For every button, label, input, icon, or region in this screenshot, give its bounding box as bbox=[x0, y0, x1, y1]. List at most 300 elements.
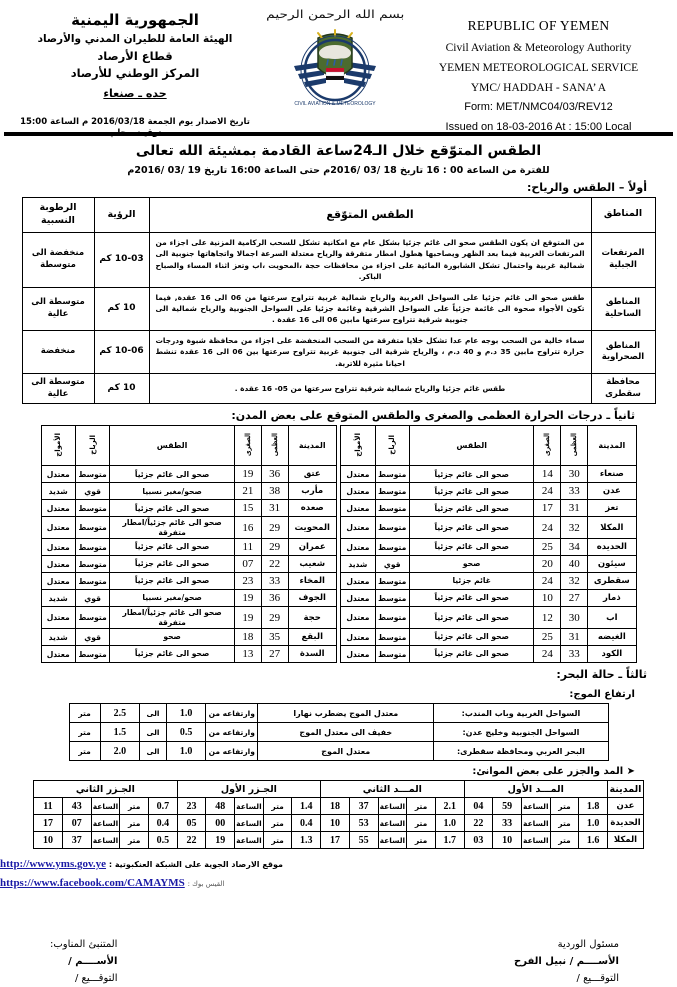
city-waves: معتدل bbox=[341, 539, 375, 556]
table-gap bbox=[336, 590, 340, 607]
shift-role: مسئول الوردية bbox=[557, 938, 619, 950]
ebb1-meter: 0.4 bbox=[292, 815, 321, 832]
region-humidity: متوسطة الى عالية bbox=[22, 374, 94, 404]
city-weather: صحو الى غائم جزئياً bbox=[409, 646, 534, 663]
city-weather: صحو الى غائم جزئياً bbox=[409, 590, 534, 607]
city-weather: صحو الى غائم جزئياً/امطار متفرقة bbox=[110, 607, 235, 629]
city-min-temp: 23 bbox=[234, 573, 261, 590]
tide2-hh: 37 bbox=[349, 798, 378, 815]
col-city-right: المدينة bbox=[588, 426, 636, 466]
port-city: عدن bbox=[608, 798, 644, 815]
col-city-left: المدينة bbox=[288, 426, 336, 466]
shift-name-label: الأســــم / نبيل الفرح bbox=[514, 955, 619, 967]
header-english-block bbox=[410, 6, 667, 138]
table-row bbox=[34, 798, 644, 815]
city-wind: قوي bbox=[75, 483, 109, 500]
city-name: الحديده bbox=[588, 539, 636, 556]
table-gap bbox=[336, 483, 340, 500]
city-wind: متوسط bbox=[75, 517, 109, 539]
height-value: 1.5 bbox=[100, 723, 139, 742]
ebb1-mm: 05 bbox=[177, 815, 206, 832]
forecaster-role: المتنبئ المناوب: bbox=[50, 938, 118, 950]
meter-label: متر bbox=[407, 798, 436, 815]
city-max-temp: 36 bbox=[261, 590, 288, 607]
city-name: الكود bbox=[588, 646, 636, 663]
height-unit: متر bbox=[69, 742, 100, 761]
table-row bbox=[41, 500, 636, 517]
city-weather: صحو/مغبر نسبيا bbox=[110, 483, 235, 500]
col-waves-left: الأمواج bbox=[41, 426, 75, 466]
city-min-temp: 24 bbox=[534, 517, 561, 539]
city-weather: صحو الى غائم جزئياً bbox=[409, 466, 534, 483]
city-weather: صحو الى غائم جزئياً bbox=[110, 646, 235, 663]
issue-datetime-ar: تاريخ الاصدار يوم الجمعة 2016/03/18 م الساعة 15:00 توقيت محلي bbox=[20, 116, 250, 139]
city-wind: متوسط bbox=[75, 607, 109, 629]
city-name: عمران bbox=[288, 539, 336, 556]
tides-table bbox=[33, 780, 644, 849]
city-max-temp: 40 bbox=[561, 556, 588, 573]
ebb1-meter: 1.4 bbox=[292, 798, 321, 815]
table-row bbox=[69, 723, 608, 742]
city-max-temp: 30 bbox=[561, 607, 588, 629]
ebb2-hh: 43 bbox=[62, 798, 91, 815]
section3-heading: ثالثاً ـ حالة البحر: bbox=[556, 668, 647, 682]
facebook-row bbox=[0, 874, 649, 893]
table-gap bbox=[336, 539, 340, 556]
city-waves: شديد bbox=[41, 590, 75, 607]
city-weather: صحو الى غائم جزئياً bbox=[110, 573, 235, 590]
coast-name: السواحل الجنوبية وخليج عدن: bbox=[434, 723, 608, 742]
city-name: الغيضه bbox=[588, 629, 636, 646]
ebb2-meter: 0.7 bbox=[149, 798, 178, 815]
city-name: عتق bbox=[288, 466, 336, 483]
col-waves-right: الأمواج bbox=[341, 426, 375, 466]
region-name: المناطق الساحلية bbox=[591, 287, 655, 330]
meter-label: متر bbox=[263, 832, 292, 849]
meter-label: متر bbox=[120, 832, 149, 849]
city-max-temp: 32 bbox=[561, 573, 588, 590]
tide1-hh: 33 bbox=[493, 815, 522, 832]
city-temperatures-table bbox=[41, 425, 637, 663]
tide1-hh: 10 bbox=[493, 832, 522, 849]
sector-name-ar: قطاع الأرصاد bbox=[97, 48, 173, 63]
city-weather: غائم جزئيا bbox=[409, 573, 534, 590]
sea-state: معتدل الموج bbox=[258, 742, 434, 761]
port-city: الحديدة bbox=[608, 815, 644, 832]
city-max-temp: 33 bbox=[261, 573, 288, 590]
table-row bbox=[22, 330, 655, 373]
height-label: وارتفاعه من bbox=[206, 742, 258, 761]
tide2-hh: 55 bbox=[349, 832, 378, 849]
city-weather: صحو bbox=[110, 629, 235, 646]
city-wind: متوسط bbox=[75, 539, 109, 556]
region-humidity: متوسطة الى عالية bbox=[22, 287, 94, 330]
meter-label: متر bbox=[263, 815, 292, 832]
table-row bbox=[69, 704, 608, 723]
city-name: المخاء bbox=[288, 573, 336, 590]
city-weather: صحو الى غائم جزئياً bbox=[409, 629, 534, 646]
website-link[interactable]: http://www.yms.gov.ye bbox=[0, 858, 107, 871]
meter-label: متر bbox=[550, 798, 579, 815]
city-min-temp: 14 bbox=[534, 466, 561, 483]
city-wind: قوي bbox=[75, 590, 109, 607]
table-gap bbox=[336, 517, 340, 539]
forecast-period: للفترة من الساعة 00 : 16 تاريخ 18 /03 /2016م حتى الساعة 16:00 تاريخ 19 /03 /2016م bbox=[127, 165, 550, 176]
ebb1-hh: 48 bbox=[206, 798, 235, 815]
tide2-meter: 2.1 bbox=[435, 798, 464, 815]
city-weather: صحو bbox=[409, 556, 534, 573]
tide1-mm: 04 bbox=[464, 798, 493, 815]
table-gap bbox=[336, 556, 340, 573]
wave-heights-table bbox=[69, 703, 609, 761]
region-forecast: من المتوقع ان يكون الطقس صحو الى غائم جزئيا بشكل عام مع امكانية تشكل للسحب الركامية المزنية على اجزاء من المرتفعات الغربية فيما بعد الظهر ويصاحبها هطول امطار متفرقة والرياح معتدلة السرعة اجمالا واتجاهاتها جنوبية الى شمالية غربية واحتمال تشكل الشابورة المائية على اجزاء من محافظات حجة ،المحويت ،اب وتعز اثناء المساء والصباح الباكر. bbox=[149, 232, 591, 287]
region-name: المرتفعات الجبلية bbox=[591, 232, 655, 287]
city-min-temp: 24 bbox=[534, 483, 561, 500]
header-arabic-block bbox=[10, 6, 260, 140]
table-row bbox=[22, 374, 655, 404]
hour-label: الساعة bbox=[521, 798, 550, 815]
table-header-row bbox=[34, 781, 644, 798]
website-row bbox=[0, 855, 649, 874]
city-max-temp: 22 bbox=[261, 556, 288, 573]
hour-label: الساعة bbox=[378, 815, 407, 832]
city-waves: شديد bbox=[341, 556, 375, 573]
meter-label: متر bbox=[407, 815, 436, 832]
city-max-temp: 27 bbox=[561, 590, 588, 607]
col-forecast: الطقس المتوّقع bbox=[149, 198, 591, 233]
section2-heading: ثانياً ـ درجات الحرارة العظمى والصغرى والطقس المتوقع على بعض المدن: bbox=[231, 409, 635, 423]
location-ar: حده ـ صنعاء bbox=[103, 87, 167, 100]
tide1-meter: 1.0 bbox=[579, 815, 608, 832]
city-name: شعيب bbox=[288, 556, 336, 573]
col-regions: المناطق bbox=[591, 198, 655, 233]
footer-links bbox=[0, 849, 677, 894]
city-waves: معتدل bbox=[41, 607, 75, 629]
ebb1-hh: 00 bbox=[206, 815, 235, 832]
city-name: عدن bbox=[588, 483, 636, 500]
region-visibility: 10-06 كم bbox=[94, 330, 149, 373]
city-max-temp: 31 bbox=[561, 629, 588, 646]
city-wind: متوسط bbox=[375, 573, 409, 590]
height-from: 1.0 bbox=[166, 742, 205, 761]
city-waves: معتدل bbox=[341, 483, 375, 500]
hour-label: الساعة bbox=[521, 815, 550, 832]
city-name: صعده bbox=[288, 500, 336, 517]
tide1-mm: 03 bbox=[464, 832, 493, 849]
col-wind-right: الرياح bbox=[375, 426, 409, 466]
city-wind: متوسط bbox=[375, 466, 409, 483]
city-max-temp: 29 bbox=[261, 607, 288, 629]
ebb2-hh: 07 bbox=[62, 815, 91, 832]
signature-block bbox=[0, 894, 677, 987]
hour-label: الساعة bbox=[91, 832, 120, 849]
city-min-temp: 19 bbox=[234, 590, 261, 607]
city-wind: متوسط bbox=[375, 646, 409, 663]
height-value: 2.5 bbox=[100, 704, 139, 723]
forecast-title: الطقس المتوّقع خلال الـ24ساعة القادمة بمشيئة الله تعالى bbox=[135, 143, 542, 159]
form-number: Form: MET/NMC04/03/REV12 bbox=[464, 101, 613, 113]
table-row bbox=[69, 742, 608, 761]
section4-heading-text: المد والجزر على بعض الموانئ: bbox=[472, 766, 624, 778]
table-row bbox=[41, 590, 636, 607]
meter-label: متر bbox=[263, 798, 292, 815]
col-weather-right: الطقس bbox=[409, 426, 534, 466]
city-waves: معتدل bbox=[341, 629, 375, 646]
table-row bbox=[22, 287, 655, 330]
city-name: حجة bbox=[288, 607, 336, 629]
height-unit: متر bbox=[69, 723, 100, 742]
tide1-mm: 22 bbox=[464, 815, 493, 832]
city-wind: متوسط bbox=[75, 573, 109, 590]
ebb1-mm: 23 bbox=[177, 798, 206, 815]
city-waves: معتدل bbox=[341, 590, 375, 607]
city-wind: متوسط bbox=[375, 500, 409, 517]
facebook-label: القيس بوك : bbox=[187, 880, 225, 889]
forecast-title-block bbox=[0, 136, 677, 176]
issued-datetime-en: Issued on 18-03-2016 At : 15:00 Local bbox=[445, 120, 632, 133]
city-min-temp: 16 bbox=[234, 517, 261, 539]
region-name: محافظة سقطرى bbox=[591, 374, 655, 404]
city-min-temp: 12 bbox=[534, 607, 561, 629]
city-max-temp: 32 bbox=[561, 517, 588, 539]
city-name: سقطرى bbox=[588, 573, 636, 590]
city-waves: معتدل bbox=[341, 573, 375, 590]
city-max-temp: 29 bbox=[261, 539, 288, 556]
col-ebb1: الجـزر الأول bbox=[177, 781, 320, 798]
shift-supervisor-signature bbox=[514, 936, 619, 987]
city-max-temp: 30 bbox=[561, 466, 588, 483]
region-visibility: 10 كم bbox=[94, 287, 149, 330]
ebb2-meter: 0.5 bbox=[149, 832, 178, 849]
city-max-temp: 27 bbox=[261, 646, 288, 663]
hour-label: الساعة bbox=[235, 798, 264, 815]
city-weather: صحو الى غائم جزئياً bbox=[409, 539, 534, 556]
city-wind: متوسط bbox=[75, 646, 109, 663]
height-value: 2.0 bbox=[100, 742, 139, 761]
city-min-temp: 24 bbox=[534, 646, 561, 663]
city-min-temp: 19 bbox=[234, 607, 261, 629]
region-humidity: منخفضة bbox=[22, 330, 94, 373]
hour-label: الساعة bbox=[378, 832, 407, 849]
city-weather: صحو الى غائم جزئياً bbox=[409, 483, 534, 500]
city-min-temp: 17 bbox=[534, 500, 561, 517]
region-humidity: منخفضة الى متوسطة bbox=[22, 232, 94, 287]
tide2-mm: 18 bbox=[321, 798, 350, 815]
tide1-hh: 59 bbox=[493, 798, 522, 815]
sea-state: معتدل الموج يضطرب نهارا bbox=[258, 704, 434, 723]
height-label: وارتفاعه من bbox=[206, 723, 258, 742]
tide2-mm: 10 bbox=[321, 815, 350, 832]
region-forecast: طقس غائم جزئيا والرياح شمالية شرقية تتراوح سرعتها من 05- 16 عقدة . bbox=[149, 374, 591, 404]
height-to-label: الى bbox=[140, 704, 167, 723]
col-visibility: الرؤية bbox=[94, 198, 149, 233]
tide2-meter: 1.7 bbox=[435, 832, 464, 849]
city-waves: شديد bbox=[41, 483, 75, 500]
table-row bbox=[41, 556, 636, 573]
tide2-hh: 53 bbox=[349, 815, 378, 832]
table-header-row bbox=[41, 426, 636, 466]
city-max-temp: 31 bbox=[561, 500, 588, 517]
coast-name: السواحل الغربية وباب المندب: bbox=[434, 704, 608, 723]
ebb2-mm: 17 bbox=[34, 815, 63, 832]
city-waves: معتدل bbox=[341, 500, 375, 517]
city-max-temp: 29 bbox=[261, 517, 288, 539]
city-name: ذمار bbox=[588, 590, 636, 607]
city-waves: معتدل bbox=[341, 607, 375, 629]
col-min-left: الصغرى bbox=[234, 426, 261, 466]
col-min-right: الصغرى bbox=[534, 426, 561, 466]
city-wind: متوسط bbox=[75, 466, 109, 483]
col-max-left: العظمى bbox=[261, 426, 288, 466]
meter-label: متر bbox=[120, 798, 149, 815]
col-city: المدينة bbox=[608, 781, 644, 798]
coast-name: البحر العربي ومحافظة سقطرى: bbox=[434, 742, 608, 761]
city-wind: متوسط bbox=[375, 590, 409, 607]
tide2-meter: 1.0 bbox=[435, 815, 464, 832]
ebb2-hh: 37 bbox=[62, 832, 91, 849]
ebb2-mm: 11 bbox=[34, 798, 63, 815]
city-wind: متوسط bbox=[75, 500, 109, 517]
table-row bbox=[41, 466, 636, 483]
ebb2-meter: 0.4 bbox=[149, 815, 178, 832]
hour-label: الساعة bbox=[91, 798, 120, 815]
table-row bbox=[34, 832, 644, 849]
height-label: وارتفاعه من bbox=[206, 704, 258, 723]
city-wind: متوسط bbox=[375, 629, 409, 646]
city-wind: متوسط bbox=[375, 483, 409, 500]
table-row bbox=[41, 483, 636, 500]
city-min-temp: 25 bbox=[534, 629, 561, 646]
city-wind: قوي bbox=[375, 556, 409, 573]
city-waves: معتدل bbox=[41, 539, 75, 556]
section1-heading: أولاً – الطقس والرياح: bbox=[526, 181, 647, 194]
city-waves: شديد bbox=[41, 629, 75, 646]
city-name: صنعاء bbox=[588, 466, 636, 483]
region-forecast: طقس صحو الى غائم جزئيا على السواحل الغربية والرياح شمالية غربية تتراوح سرعتها من 06 الى 16 عقدة, فيما تكون الأجواء صحوة الى غائمة جزئياً على السواحل الشرقية وغائمة جزئيا على السواحل الجنوبية والرياح شمالية الى جنوبية شرقية تتراوح سرعتها مابين 06 الى 16 عقدة . bbox=[149, 287, 591, 330]
forecaster-sign-label: التوقـــيع / bbox=[75, 972, 118, 984]
forecaster-signature bbox=[50, 936, 117, 987]
city-min-temp: 15 bbox=[234, 500, 261, 517]
table-header-row bbox=[22, 198, 655, 233]
city-weather: صحو الى غائم جزئياً bbox=[110, 556, 235, 573]
meter-label: متر bbox=[550, 815, 579, 832]
city-wind: متوسط bbox=[375, 539, 409, 556]
height-to-label: الى bbox=[140, 742, 167, 761]
region-name: المناطق الصحراوية bbox=[591, 330, 655, 373]
city-waves: معتدل bbox=[41, 556, 75, 573]
city-max-temp: 34 bbox=[561, 539, 588, 556]
section4-heading bbox=[0, 761, 677, 780]
city-wind: متوسط bbox=[375, 517, 409, 539]
city-max-temp: 33 bbox=[561, 646, 588, 663]
tide2-mm: 17 bbox=[321, 832, 350, 849]
city-weather: صحو الى غائم جزئياً bbox=[110, 539, 235, 556]
city-min-temp: 11 bbox=[234, 539, 261, 556]
website-label: موقع الارصاد الجوية على الشبكة العنكبوتية : bbox=[108, 860, 283, 870]
hour-label: الساعة bbox=[91, 815, 120, 832]
country-name-en: REPUBLIC OF YEMEN bbox=[467, 18, 610, 33]
table-row bbox=[41, 517, 636, 539]
city-weather: صحو الى غائم جزئياً/امطار متفرقة bbox=[110, 517, 235, 539]
city-waves: معتدل bbox=[341, 466, 375, 483]
city-max-temp: 36 bbox=[261, 466, 288, 483]
header-logo-block bbox=[260, 6, 410, 110]
city-min-temp: 13 bbox=[234, 646, 261, 663]
ebb1-meter: 1.3 bbox=[292, 832, 321, 849]
city-min-temp: 25 bbox=[534, 539, 561, 556]
col-humidity: الرطوبة النسبية bbox=[22, 198, 94, 233]
authority-name-ar: الهيئة العامة للطيران المدني والأرصاد bbox=[37, 32, 233, 45]
ebb2-mm: 10 bbox=[34, 832, 63, 849]
table-row bbox=[41, 629, 636, 646]
city-weather: صحو الى غائم جزئياً bbox=[110, 466, 235, 483]
hour-label: الساعة bbox=[235, 815, 264, 832]
city-name: المكلا bbox=[588, 517, 636, 539]
sea-state: خفيف الى معتدل الموج bbox=[258, 723, 434, 742]
authority-name-en: Civil Aviation & Meteorology Authority bbox=[445, 41, 632, 54]
city-max-temp: 38 bbox=[261, 483, 288, 500]
col-weather-left: الطقس bbox=[110, 426, 235, 466]
city-name: تعز bbox=[588, 500, 636, 517]
city-waves: معتدل bbox=[341, 517, 375, 539]
table-row bbox=[41, 607, 636, 629]
city-wind: قوي bbox=[75, 629, 109, 646]
tide1-meter: 1.8 bbox=[579, 798, 608, 815]
height-unit: متر bbox=[69, 704, 100, 723]
table-row bbox=[34, 815, 644, 832]
city-max-temp: 31 bbox=[261, 500, 288, 517]
city-max-temp: 35 bbox=[261, 629, 288, 646]
regions-forecast-table bbox=[22, 197, 656, 404]
table-gap bbox=[336, 466, 340, 483]
tide1-meter: 1.6 bbox=[579, 832, 608, 849]
table-row bbox=[41, 646, 636, 663]
section3-subheading: ارتفاع الموج: bbox=[569, 689, 635, 701]
forecaster-name-label: الأســــم / bbox=[68, 955, 118, 967]
region-forecast: سماء خالية من السحب بوجه عام عدا تشكل خلايا متفرقة من السحب المنخفضة على اجزاء من محافظة شبوة ودرجات حرارة تتراوح مابين 35 د.م و 40 د.م ، والرياح شرقية الى جنوبية غربية تتراوح سرعتها بين 06 الى 16 عقدة تنشط احيانا مثيرة للاتربة. bbox=[149, 330, 591, 373]
city-name: السدة bbox=[288, 646, 336, 663]
city-waves: معتدل bbox=[41, 466, 75, 483]
city-min-temp: 24 bbox=[534, 573, 561, 590]
height-from: 1.0 bbox=[166, 704, 205, 723]
ebb1-hh: 19 bbox=[206, 832, 235, 849]
table-gap bbox=[336, 629, 340, 646]
country-name-ar: الجمهورية اليمنية bbox=[71, 11, 199, 29]
table-gap bbox=[336, 646, 340, 663]
city-min-temp: 20 bbox=[534, 556, 561, 573]
city-name: سيئون bbox=[588, 556, 636, 573]
city-min-temp: 21 bbox=[234, 483, 261, 500]
col-max-right: العظمى bbox=[561, 426, 588, 466]
col-tide2: المـــد الثاني bbox=[321, 781, 464, 798]
city-weather: صحو الى غائم جزئياً bbox=[409, 607, 534, 629]
city-weather: صحو/مغبر نسبيا bbox=[110, 590, 235, 607]
city-weather: صحو الى غائم جزئياً bbox=[110, 500, 235, 517]
city-min-temp: 10 bbox=[534, 590, 561, 607]
table-gap bbox=[336, 607, 340, 629]
city-weather: صحو الى غائم جزئياً bbox=[409, 500, 534, 517]
city-min-temp: 18 bbox=[234, 629, 261, 646]
col-tide1: المـــد الأول bbox=[464, 781, 607, 798]
facebook-link[interactable]: https://www.facebook.com/CAMAYMS bbox=[0, 877, 185, 890]
meter-label: متر bbox=[550, 832, 579, 849]
region-visibility: 10 كم bbox=[94, 374, 149, 404]
table-gap bbox=[336, 426, 340, 466]
table-row bbox=[22, 232, 655, 287]
region-visibility: 10-03 كم bbox=[94, 232, 149, 287]
city-waves: معتدل bbox=[41, 500, 75, 517]
bullet-icon: ➤ bbox=[626, 766, 635, 778]
